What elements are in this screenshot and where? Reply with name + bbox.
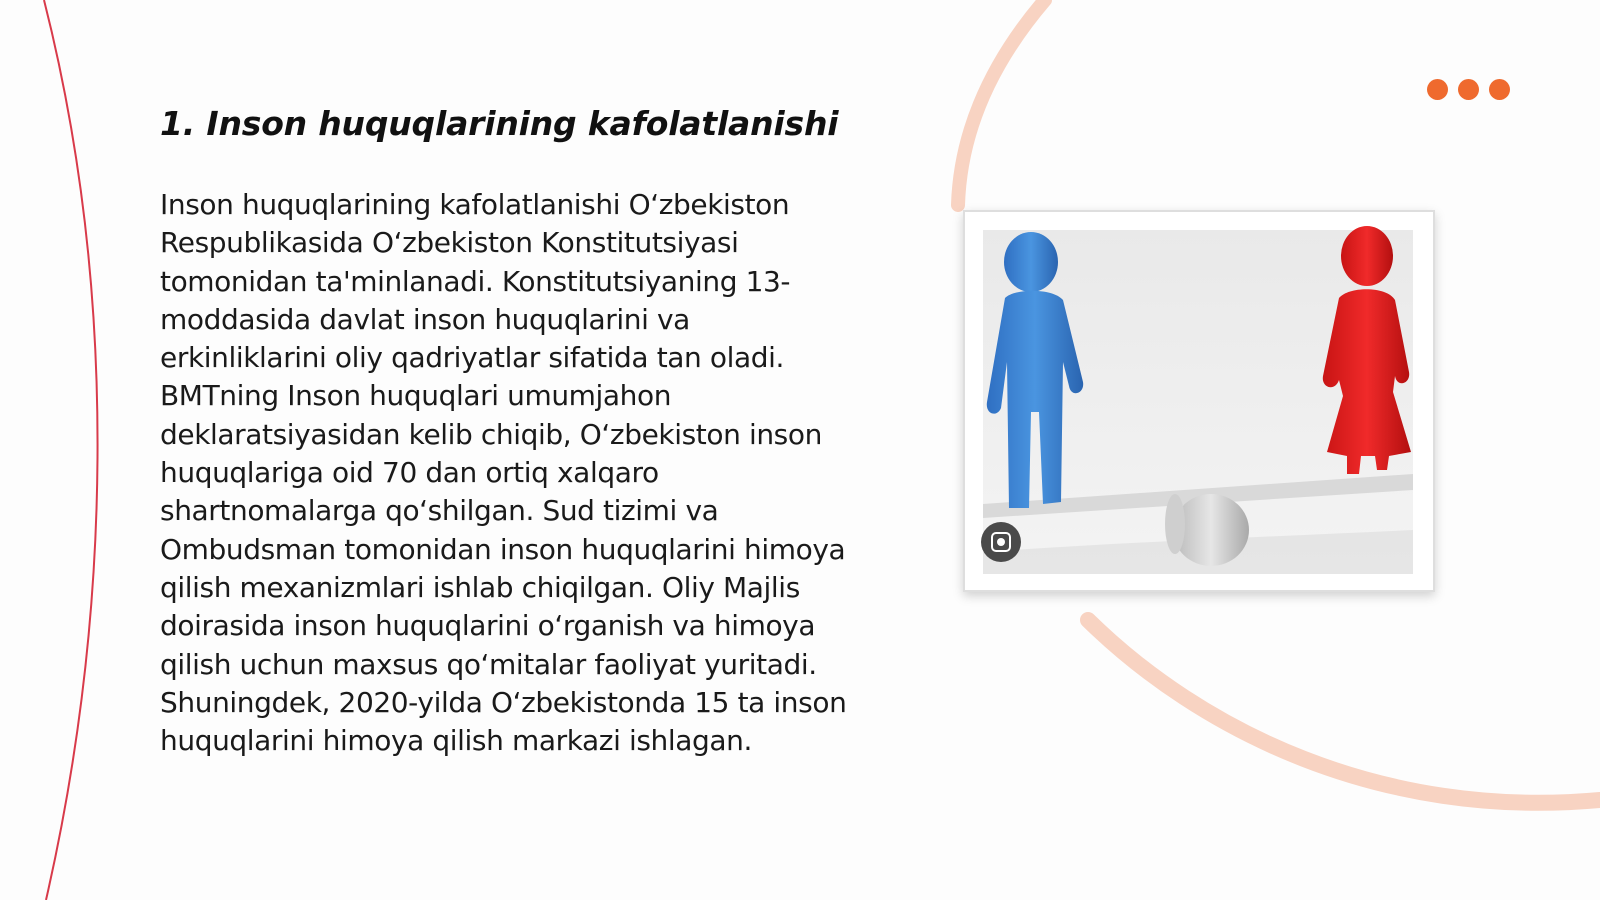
slide-title: 1. Inson huquqlarining kafolatlanishi xyxy=(160,104,839,143)
more-dots-icon[interactable] xyxy=(1427,79,1510,100)
left-decorative-curve xyxy=(0,0,120,900)
slide-body-text: Inson huquqlarining kafolatlanishi O‘zbekiston Respublikasida O‘zbekiston Konstitutsiyasi tomonidan ta'minlanadi. Konstitutsiyaning 13-moddasida davlat inson huquqlarini va erkinliklarini oliy qadriyatlar sifatida tan oladi. BMTning Inson huquqlari umumjahon deklaratsiyasidan kelib chiqib, O‘zbekiston inson huquqlariga oid 70 dan ortiq xalqaro shartnomalarga qo‘shilgan. Sud tizimi va Ombudsman tomonidan inson huquqlarini himoya qilish mexanizmlari ishlab chiqilgan. Oliy Majlis doirasida inson huquqlarini o‘rganish va himoya qilish uchun maxsus qo‘mitalar faoliyat yuritadi. Shuningdek, 2020-yilda O‘zbekistonda 15 ta inson huquqlarini himoya qilish markazi ishlagan. xyxy=(160,188,847,758)
dot xyxy=(1489,79,1510,100)
lens-search-icon[interactable] xyxy=(981,522,1021,562)
dot xyxy=(1427,79,1448,100)
gender-equality-illustration xyxy=(965,212,1433,590)
illustration-frame xyxy=(963,210,1435,592)
dot xyxy=(1458,79,1479,100)
